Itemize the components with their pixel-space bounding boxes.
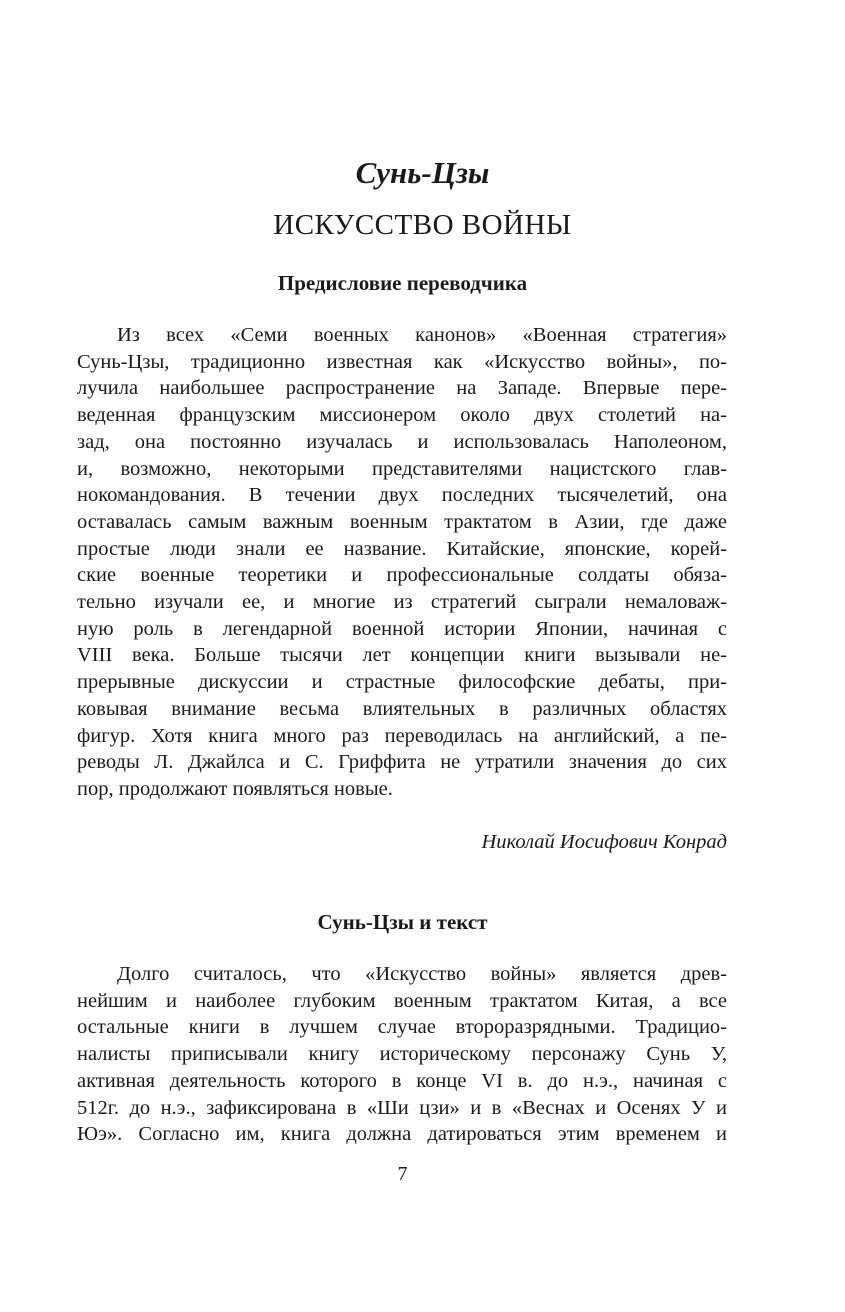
text-line: 512г. до н.э., зафиксирована в «Ши цзи» и в «Веснах и Осенях У и (77, 1096, 727, 1119)
text-line: нейшим и наиболее глубоким военным трактатом Китая, а все (77, 989, 727, 1012)
text-line: активная деятельность которого в конце VI в. до н.э., начиная с (77, 1069, 727, 1092)
text-line: VIII века. Больше тысячи лет концепции книги вызывали не- (77, 644, 727, 667)
text-line: зад, она постоянно изучалась и использовалась Наполеоном, (77, 430, 727, 453)
text-line: ковывая внимание весьма влиятельных в различных областях (77, 697, 727, 720)
text-line: фигур. Хотя книга много раз переводилась на английский, а пе- (77, 724, 727, 747)
text-line: оставалась самым важным военным трактатом в Азии, где даже (77, 510, 727, 533)
text-line: прерывные дискуссии и страстные философские дебаты, при- (77, 671, 727, 694)
section-paragraph (77, 961, 727, 1148)
text-line: реводы Л. Джайлса и С. Гриффита не утратили значения до сих (77, 751, 727, 774)
text-line: веденная французским миссионером около двух столетий на- (77, 404, 727, 427)
text-line: Сунь-Цзы, традиционно известная как «Искусство войны», по- (77, 350, 727, 373)
text-line: Юэ». Согласно им, книга должна датироваться этим временем и (77, 1123, 727, 1146)
text-line: Долго считалось, что «Искусство войны» является древ- (117, 963, 727, 985)
text-line: простые люди знали ее название. Китайские, японские, корей- (77, 537, 727, 560)
text-line: лучила наибольшее распространение на Западе. Впервые пере- (77, 377, 727, 400)
book-title: ИСКУССТВО ВОЙНЫ (273, 209, 572, 241)
text-line: тельно изучали ее, и многие из стратегий сыграли немаловаж- (77, 591, 727, 614)
text-line: ские военные теоретики и профессиональные солдаты обяза- (77, 564, 727, 587)
page-number: 7 (397, 1163, 408, 1185)
text-line: нокомандования. В течении двух последних тысячелетий, она (77, 484, 727, 507)
translator-signature: Николай Иосифович Конрад (481, 831, 727, 853)
text-line: остальные книги в лучшем случае второразрядными. Традицио- (77, 1016, 727, 1039)
author-name: Сунь-Цзы (355, 155, 490, 190)
section-heading: Сунь-Цзы и текст (317, 910, 488, 934)
text-line: и, возможно, некоторыми представителями нацистского глав- (77, 457, 727, 480)
text-line: пор, продолжают появляться новые. (77, 777, 393, 800)
text-line: ную роль в легендарной военной истории Японии, начиная с (77, 617, 727, 640)
preface-heading: Предисловие переводчика (277, 271, 528, 295)
text-line: Из всех «Семи военных канонов» «Военная стратегия» (117, 324, 727, 346)
text-line: налисты приписывали книгу историческому персонажу Сунь У, (77, 1043, 727, 1066)
preface-paragraph (77, 322, 727, 803)
